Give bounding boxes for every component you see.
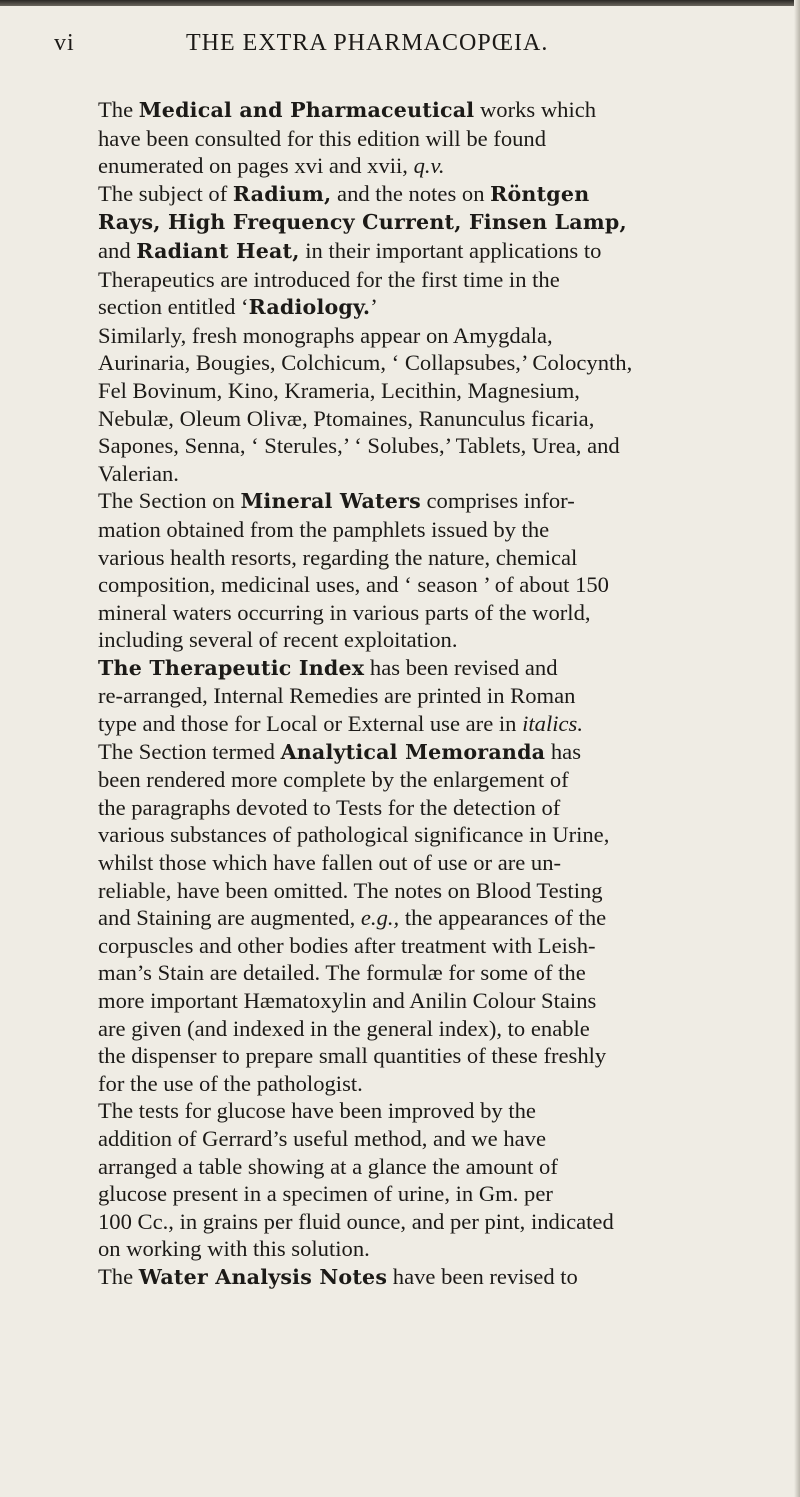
text-run: has been revised and [364,654,558,680]
text-line [54,349,776,377]
text-run: in their important applications to [299,237,602,263]
text-run: Aurinaria, Bougies, Colchicum, ‘ Collapsubes,’ Colocynth, [98,350,633,376]
text-run: The tests for glucose have been improved by the [98,1098,536,1124]
text-run: man’s Stain are detailed. The formulæ for some of the [98,960,586,986]
page-right-edge [794,0,800,1497]
text-run: whilst those which have fallen out of use or are un- [98,850,562,876]
text-line [54,1125,776,1153]
text-line [54,96,776,125]
text-run: re-arranged, Internal Remedies are printed in Roman [98,683,576,709]
body-text [54,96,776,1292]
book-page [54,30,776,1292]
text-line [54,932,776,960]
text-line [54,626,776,654]
text-run: has [545,738,581,764]
running-title: THE EXTRA PHARMACOPŒIA. [186,30,549,56]
text-line [54,293,776,322]
text-run: mineral waters occurring in various parts of the world, [98,599,591,625]
page-header [54,30,776,76]
text-line [54,1070,776,1098]
bold-term: Radium, [232,181,332,206]
bold-term: Analytical Memoranda [280,739,546,764]
paragraph [54,654,776,738]
bold-term: Mineral Waters [240,489,421,514]
text-run: ’ [370,294,378,320]
text-line [54,432,776,460]
text-line [54,516,776,544]
text-run: 100 Cc., in grains per fluid ounce, and per pint, indicated [98,1208,614,1234]
text-run: on working with this solution. [98,1236,370,1262]
text-run: type and those for Local or External use are in [98,711,523,737]
text-run: composition, medicinal uses, and ‘ season ’ of about 150 [98,572,609,598]
text-run: Sapones, Senna, ‘ Sterules,’ ‘ Solubes,’ Tablets, Urea, and [98,433,620,459]
bold-term: Water Analysis Notes [138,1264,388,1289]
bold-term: Medical and Pharmaceutical [138,98,475,122]
text-run: various substances of pathological significance in Urine, [98,822,610,848]
text-line [54,405,776,433]
text-run: been rendered more complete by the enlargement of [98,767,569,793]
text-run: corpuscles and other bodies after treatment with Leish- [98,932,596,958]
italic-text: italics. [522,711,583,737]
text-line [54,959,776,987]
text-line [54,877,776,905]
text-run: The [98,97,139,122]
text-run: reliable, have been omitted. The notes on Blood Testing [98,877,603,903]
text-line [54,1097,776,1125]
paragraph [54,1263,776,1292]
text-run: The [98,1263,139,1289]
text-run: have been revised to [387,1263,578,1289]
text-run: glucose present in a specimen of urine, in Gm. per [98,1181,553,1207]
bold-term: Radiology. [248,295,371,320]
text-line [54,654,776,683]
paragraph [54,738,776,1098]
text-line [54,1042,776,1070]
text-run: comprises infor- [420,488,575,514]
text-line [54,987,776,1015]
text-line [54,377,776,405]
text-run: Similarly, fresh monographs appear on Amygdala, [98,322,553,348]
text-run: the dispenser to prepare small quantities of these freshly [98,1043,607,1069]
text-run: the paragraphs devoted to Tests for the detection of [98,794,561,820]
paragraph [54,322,776,488]
text-line [54,794,776,822]
italic-text: e.g., [360,905,400,931]
text-line [54,821,776,849]
paragraph [54,96,776,180]
text-run: various health resorts, regarding the nature, chemical [98,544,578,570]
text-run: mation obtained from the pamphlets issued by the [98,516,550,542]
paragraph [54,1097,776,1263]
text-line [54,1015,776,1043]
text-run: The Section on [98,488,241,514]
text-run: Valerian. [98,460,179,486]
text-run: arranged a table showing at a glance the amount of [98,1153,558,1179]
text-run: have been consulted for this edition will be found [98,125,547,151]
text-line [54,1208,776,1236]
text-line [54,487,776,516]
bold-term: The Therapeutic Index [98,655,365,680]
bold-term: Rays, High Frequency Current, Finsen Lamp, [98,210,627,235]
text-line [54,1235,776,1263]
text-run: the appearances of the [399,905,607,931]
text-run: addition of Gerrard’s useful method, and we have [98,1125,546,1151]
text-line [54,237,776,266]
paragraph [54,487,776,654]
text-run: The Section termed [98,738,281,764]
italic-text: q.v. [413,153,445,179]
text-run: enumerated on pages xvi and xvii, [98,153,414,179]
bold-term: Radiant Heat, [136,238,300,263]
text-run: works which [474,97,597,122]
text-line [54,766,776,794]
text-line [54,208,776,237]
text-line [54,544,776,572]
text-line [54,599,776,627]
text-run: more important Hæmatoxylin and Anilin Colour Stains [98,988,597,1013]
bold-term: Röntgen [490,181,590,206]
text-line [54,180,776,209]
text-line [54,322,776,350]
text-run: Therapeutics are introduced for the first time in the [98,266,560,292]
text-run: and the notes on [331,180,491,206]
text-line [54,1263,776,1292]
text-line [54,849,776,877]
text-run: for the use of the pathologist. [98,1070,363,1096]
text-line [54,571,776,599]
text-run: are given (and indexed in the general index), to enable [98,1015,590,1041]
text-line [54,738,776,767]
text-line [54,152,776,180]
text-line [54,1153,776,1181]
text-run: section entitled ‘ [98,294,249,320]
page-top-edge [0,0,800,6]
text-line [54,682,776,710]
text-run: Nebulæ, Oleum Olivæ, Ptomaines, Ranunculus ficaria, [98,405,595,431]
page-number: vi [54,30,75,56]
text-run: including several of recent exploitation. [98,627,458,653]
text-run: The subject of [98,180,233,206]
text-run: and Staining are augmented, [98,905,361,931]
text-line [54,460,776,488]
text-line [54,125,776,153]
text-line [54,266,776,294]
text-line [54,1180,776,1208]
text-run: Fel Bovinum, Kino, Krameria, Lecithin, Magnesium, [98,377,580,403]
text-line [54,904,776,932]
text-run: and [98,237,137,263]
paragraph [54,180,776,322]
text-line [54,710,776,738]
